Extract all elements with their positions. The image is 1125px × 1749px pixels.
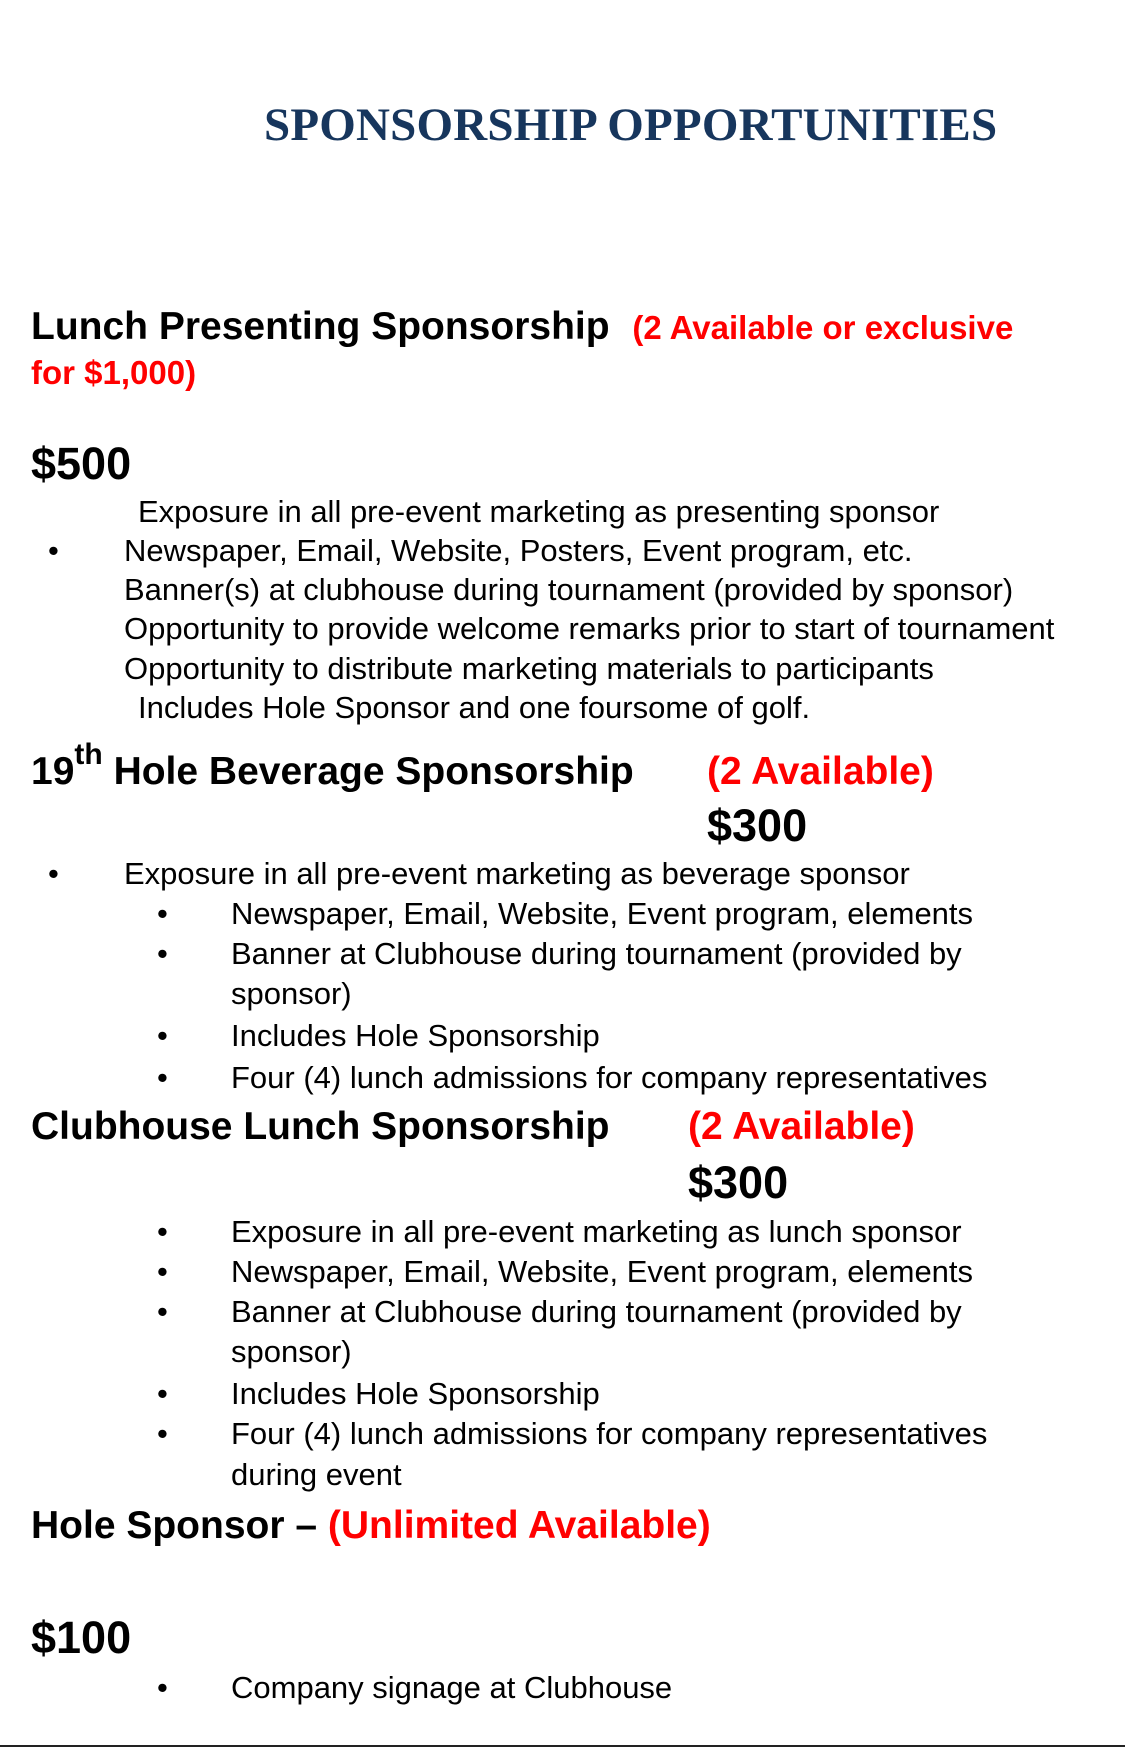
beverage-sub-bullet-cont: sponsor)	[231, 976, 352, 1011]
bullet-marker: •	[157, 1254, 168, 1289]
clubhouse-lunch-bullet-cont: during event	[231, 1457, 402, 1492]
beverage-main-bullet: Exposure in all pre-event marketing as beverage sponsor	[124, 856, 910, 891]
bullet-marker: •	[48, 856, 59, 891]
bullet-marker: •	[157, 1060, 168, 1095]
clubhouse-lunch-price: $300	[688, 1157, 789, 1208]
bullet-marker: •	[157, 1416, 168, 1451]
hole-sponsor-title: Hole Sponsor –	[31, 1504, 318, 1547]
bullet-marker: •	[157, 1294, 168, 1329]
hole-sponsor-price: $100	[31, 1612, 132, 1663]
beverage-heading-rest: Hole Beverage Sponsorship	[113, 750, 634, 793]
lunch-presenting-line: Opportunity to provide welcome remarks prior to start of tournament	[124, 611, 1055, 646]
hole-sponsor-availability: (Unlimited Available)	[327, 1504, 711, 1547]
hole-sponsor-heading	[31, 1504, 711, 1548]
lunch-presenting-availability-cont: for $1,000)	[31, 354, 197, 391]
beverage-sub-bullet: Includes Hole Sponsorship	[231, 1018, 600, 1053]
clubhouse-lunch-bullet: Includes Hole Sponsorship	[231, 1376, 600, 1411]
clubhouse-lunch-bullet: Exposure in all pre-event marketing as lunch sponsor	[231, 1214, 962, 1249]
lunch-presenting-line: Opportunity to distribute marketing materials to participants	[124, 651, 934, 686]
lunch-presenting-line: Includes Hole Sponsor and one foursome of golf.	[138, 690, 811, 725]
clubhouse-lunch-availability: (2 Available)	[688, 1105, 915, 1148]
lunch-presenting-line: Newspaper, Email, Website, Posters, Event program, etc.	[124, 533, 913, 568]
lunch-presenting-heading	[31, 305, 1013, 349]
clubhouse-lunch-bullet: Newspaper, Email, Website, Event program, elements	[231, 1254, 974, 1289]
clubhouse-lunch-bullet-cont: sponsor)	[231, 1334, 352, 1369]
page-title: SPONSORSHIP OPPORTUNITIES	[264, 99, 998, 151]
bullet-marker: •	[157, 1018, 168, 1053]
clubhouse-lunch-bullet: Four (4) lunch admissions for company representatives	[231, 1416, 988, 1451]
bullet-marker: •	[157, 1214, 168, 1249]
lunch-presenting-line: Exposure in all pre-event marketing as presenting sponsor	[138, 494, 940, 529]
bullet-marker: •	[157, 936, 168, 971]
lunch-presenting-price: $500	[31, 438, 132, 489]
bottom-divider	[0, 1745, 1125, 1747]
beverage-heading	[31, 738, 634, 794]
hole-sponsor-bullet: Company signage at Clubhouse	[231, 1670, 673, 1705]
lunch-presenting-title: Lunch Presenting Sponsorship	[31, 305, 610, 348]
lunch-presenting-availability: (2 Available or exclusive	[632, 309, 1014, 346]
beverage-availability: (2 Available)	[707, 750, 934, 793]
bullet-marker: •	[157, 1670, 168, 1705]
beverage-sub-bullet: Banner at Clubhouse during tournament (provided by	[231, 936, 962, 971]
bullet-marker: •	[157, 896, 168, 931]
beverage-sub-bullet: Newspaper, Email, Website, Event program, elements	[231, 896, 974, 931]
lunch-presenting-line: Banner(s) at clubhouse during tournament (provided by sponsor)	[124, 572, 1014, 607]
beverage-heading-number: 19	[31, 750, 75, 793]
clubhouse-lunch-bullet: Banner at Clubhouse during tournament (provided by	[231, 1294, 962, 1329]
beverage-price: $300	[707, 800, 808, 851]
bullet-marker: •	[48, 533, 59, 568]
clubhouse-lunch-heading: Clubhouse Lunch Sponsorship	[31, 1105, 610, 1148]
beverage-sub-bullet: Four (4) lunch admissions for company representatives	[231, 1060, 988, 1095]
bullet-marker: •	[157, 1376, 168, 1411]
beverage-heading-suffix: th	[74, 738, 103, 771]
